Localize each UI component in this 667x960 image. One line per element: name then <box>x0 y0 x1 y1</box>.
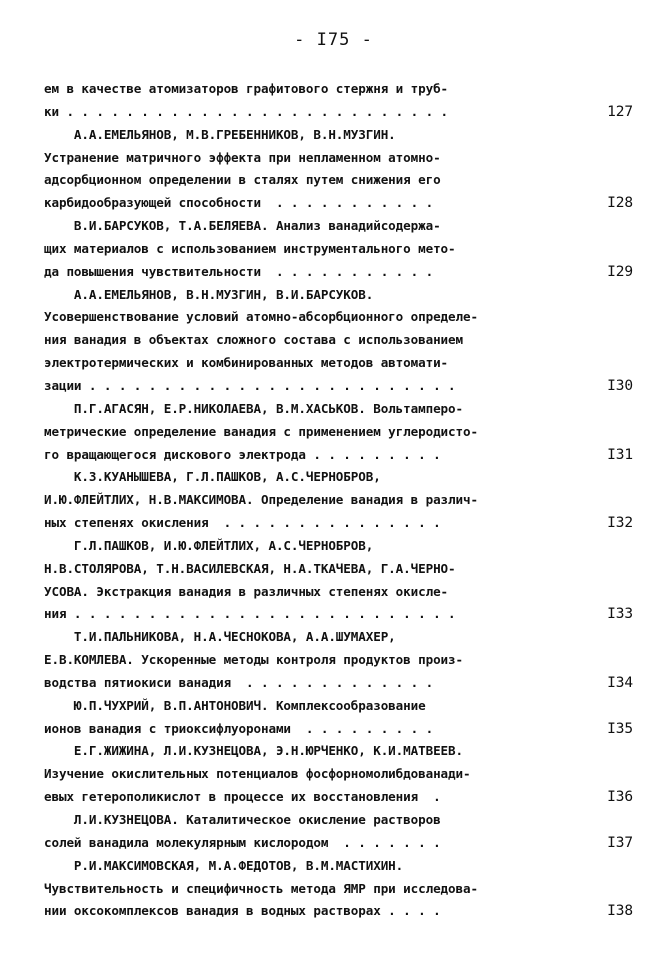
toc-line-text: ем в качестве атомизаторов графитового стержня и труб- <box>44 81 449 96</box>
toc-line <box>44 261 633 284</box>
toc-line <box>44 558 629 581</box>
toc-line <box>44 398 629 421</box>
toc-line <box>44 306 629 329</box>
toc-page-number: I30 <box>607 377 633 394</box>
toc-line <box>44 695 629 718</box>
toc-line-text: адсорбционном определении в сталях путем снижения его <box>44 172 441 188</box>
toc-line-text: Устранение матричного эффекта при непламенном атомно- <box>44 149 441 165</box>
toc-line-text: водства пятиокиси ванадия . . . . . . . . . . . . . <box>44 674 434 690</box>
toc-line <box>44 489 629 512</box>
toc-line <box>44 512 633 535</box>
toc-line <box>44 581 629 604</box>
toc-line <box>44 238 629 261</box>
toc-line-text: метрические определение ванадия с применением углеродисто- <box>44 423 478 439</box>
toc-line <box>44 535 629 558</box>
toc-line <box>44 900 633 923</box>
toc-line <box>44 124 629 147</box>
toc-line-text: Усовершенствование условий атомно-абсорбционного определе- <box>44 309 478 325</box>
toc-line-text: Р.И.МАКСИМОВСКАЯ, М.А.ФЕДОТОВ, В.М.МАСТИХИН. <box>44 857 404 873</box>
page-number: - I75 - <box>294 30 373 50</box>
toc-line-text: УСОВА. Экстракция ванадия в различных степенях окисле- <box>44 583 449 599</box>
toc-line-text: щих материалов с использованием инструментального мето- <box>44 240 456 256</box>
toc-line <box>44 763 629 786</box>
toc-line-text: карбидообразующей способности . . . . . . . . . . . <box>44 195 434 211</box>
toc-page-number: I38 <box>607 903 633 920</box>
toc-line-text: Чувствительность и специфичность метода ЯМР при исследова- <box>44 880 478 896</box>
toc-line-text: ки . . . . . . . . . . . . . . . . . . . . . . . . . . <box>44 103 449 119</box>
toc-line-text: ния . . . . . . . . . . . . . . . . . . . . . . . . . . <box>44 606 456 622</box>
toc-line <box>44 649 629 672</box>
toc-line-text: да повышения чувствительности . . . . . . . . . . . <box>44 263 434 279</box>
toc-line-text: Н.В.СТОЛЯРОВА, Т.Н.ВАСИЛЕВСКАЯ, Н.А.ТКАЧЕВА, Г.А.ЧЕРНО- <box>44 560 456 576</box>
toc-line <box>44 421 629 444</box>
toc-line-text: Ю.П.ЧУХРИЙ, В.П.АНТОНОВИЧ. Комплексообразование <box>44 697 426 713</box>
toc-line <box>44 284 629 307</box>
toc-line-text: зации . . . . . . . . . . . . . . . . . . . . . . . . . <box>44 377 456 393</box>
toc-line <box>44 169 629 192</box>
toc-line <box>44 786 633 809</box>
toc-page-number: 127 <box>607 103 633 120</box>
toc-line <box>44 672 633 695</box>
toc-page-number: I28 <box>607 195 633 212</box>
toc-page-number: I33 <box>607 606 633 623</box>
toc-page-number: I35 <box>607 720 633 737</box>
toc-line <box>44 101 633 124</box>
toc-line-text: нии оксокомплексов ванадия в водных растворах . . . . <box>44 903 441 919</box>
toc-line <box>44 78 629 101</box>
table-of-contents <box>44 78 633 923</box>
toc-line <box>44 466 629 489</box>
toc-line <box>44 444 633 467</box>
toc-line <box>44 603 633 626</box>
toc-line-text: В.И.БАРСУКОВ, Т.А.БЕЛЯЕВА. Анализ ванадийсодержа- <box>44 218 441 234</box>
toc-line-text: Изучение окислительных потенциалов фосфорномолибдованади- <box>44 766 471 782</box>
toc-line <box>44 192 633 215</box>
toc-line <box>44 329 629 352</box>
toc-line <box>44 147 629 170</box>
toc-line-text: А.А.ЕМЕЛЬЯНОВ, М.В.ГРЕБЕННИКОВ, В.Н.МУЗГИН. <box>44 126 396 142</box>
toc-line-text: ния ванадия в объектах сложного состава с использованием <box>44 332 463 348</box>
toc-line-text: ных степенях окисления . . . . . . . . . . . . . . . <box>44 515 441 531</box>
toc-line-text: солей ванадила молекулярным кислородом . . . . . . . <box>44 834 441 850</box>
toc-line-text: ионов ванадия с триоксифлуоронами . . . . . . . . . <box>44 720 434 736</box>
toc-line-text: Л.И.КУЗНЕЦОВА. Каталитическое окисление растворов <box>44 812 441 827</box>
toc-line-text: евых гетерополикислот в процессе их восстановления . <box>44 789 441 805</box>
toc-page-number: I36 <box>607 789 633 806</box>
toc-line <box>44 352 629 375</box>
toc-line-text: К.З.КУАНЫШЕВА, Г.Л.ПАШКОВ, А.С.ЧЕРНОБРОВ, <box>44 469 381 485</box>
toc-line <box>44 878 629 901</box>
toc-page-number: I37 <box>607 834 633 851</box>
toc-line-text: Е.В.КОМЛЕВА. Ускоренные методы контроля продуктов произ- <box>44 652 463 668</box>
toc-page-number: I29 <box>607 263 633 280</box>
toc-line <box>44 626 629 649</box>
toc-line <box>44 832 633 855</box>
toc-page-number: I34 <box>607 674 633 691</box>
toc-line-text: го вращающегося дискового электрода . . . . . . . . . <box>44 446 441 462</box>
toc-line-text: А.А.ЕМЕЛЬЯНОВ, В.Н.МУЗГИН, В.И.БАРСУКОВ. <box>44 286 374 302</box>
toc-line-text: Е.Г.ЖИЖИНА, Л.И.КУЗНЕЦОВА, Э.Н.ЮРЧЕНКО, К.И.МАТВЕЕВ. <box>44 743 463 759</box>
toc-page-number: I31 <box>607 446 633 463</box>
toc-line <box>44 718 633 741</box>
toc-line-text: Г.Л.ПАШКОВ, И.Ю.ФЛЕЙТЛИХ, А.С.ЧЕРНОБРОВ, <box>44 537 374 553</box>
toc-line-text: П.Г.АГАСЯН, Е.Р.НИКОЛАЕВА, В.М.ХАСЬКОВ. Вольтамперо- <box>44 400 463 416</box>
toc-line <box>44 740 629 763</box>
toc-line <box>44 809 629 832</box>
toc-line-text: электротермических и комбинированных методов автомати- <box>44 355 449 371</box>
toc-page-number: I32 <box>607 515 633 532</box>
toc-line-text: И.Ю.ФЛЕЙТЛИХ, Н.В.МАКСИМОВА. Определение ванадия в различ- <box>44 492 478 508</box>
toc-line-text: Т.И.ПАЛЬНИКОВА, Н.А.ЧЕСНОКОВА, А.А.ШУМАХЕР, <box>44 629 396 645</box>
toc-line <box>44 375 633 398</box>
toc-line <box>44 215 629 238</box>
toc-line <box>44 855 629 878</box>
